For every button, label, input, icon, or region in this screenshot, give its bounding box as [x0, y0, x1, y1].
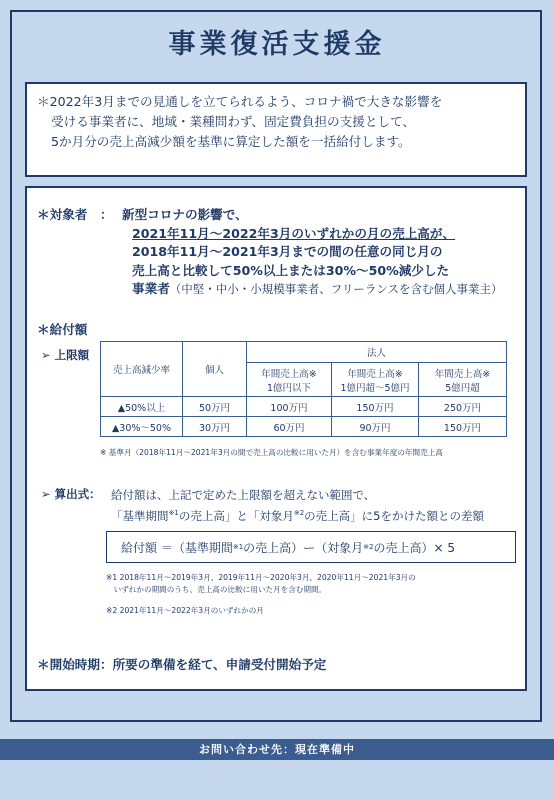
- target-label: ＊対象者 ：: [37, 207, 113, 222]
- target-line: 新型コロナの影響で、: [122, 207, 248, 222]
- cell: 100万円: [247, 397, 332, 417]
- table-row: [101, 417, 507, 437]
- footnote-2: ※2 2021年11月～2022年3月のいずれかの月: [106, 606, 264, 615]
- target-line: 2021年11月～2022年3月のいずれかの月の売上高が、: [132, 225, 456, 241]
- th-corp-3: 年間売上高※ 5億円超: [419, 363, 507, 397]
- cell: 30万円: [183, 417, 247, 437]
- target-line: 2018年11月～2021年3月までの間の任意の同じ月の: [132, 244, 443, 259]
- th-rate: 売上高減少率: [101, 342, 183, 397]
- cell: 50万円: [183, 397, 247, 417]
- table-row: [101, 397, 507, 417]
- cell: 60万円: [247, 417, 332, 437]
- amount-label: ＊給付額: [37, 322, 88, 337]
- target-section: [37, 206, 502, 299]
- intro-box: [25, 82, 527, 177]
- formula-box: 給付額 ＝（基準期間 ※1 の売上高）ー（対象月 ※2 の売上高）× 5: [106, 531, 516, 563]
- intro-line: ＊2022年3月までの見通しを立てられるよう、コロナ禍で大きな影響を: [37, 94, 443, 109]
- calc-line: 給付額は、上記で定めた上限額を超えない範囲で、: [111, 488, 376, 502]
- calc-text: [111, 486, 484, 525]
- main-box: [25, 186, 527, 691]
- intro-line: 5か月分の売上高減少額を基準に算定した額を一括給付します。: [51, 134, 411, 149]
- table-note: ※ 基準月（2018年11月～2021年3月の間で売上高の比較に用いた月）を含む事業年度の年間売上高: [100, 448, 443, 457]
- calc-line: 「基準期間$^{※1}$の売上高」と「対象月$^{※2}$の売上高」に5をかけた額との差額: [111, 508, 484, 523]
- th-individual: 個人: [183, 342, 247, 397]
- th-corp-2: 年間売上高※ 1億円超～5億円: [332, 363, 419, 397]
- start-section: ＊開始時期：所要の準備を経て、申請受付開始予定: [37, 657, 327, 672]
- limit-label: ➢ 上限額: [41, 348, 90, 362]
- th-corp-1: 年間売上高※ 1億円以下: [247, 363, 332, 397]
- intro-line: 受ける事業者に、地域・業種問わず、固定費負担の支援として、: [51, 114, 415, 129]
- calc-label: ➢ 算出式：: [41, 487, 101, 501]
- contact-footer: お問い合わせ先：現在準備中: [0, 739, 554, 760]
- limit-table: [100, 341, 507, 437]
- target-line: 売上高と比較して50%以上または30%～50%減少した: [132, 262, 450, 278]
- cell: 250万円: [419, 397, 507, 417]
- cell: ▲50%以上: [101, 397, 183, 417]
- cell: 150万円: [419, 417, 507, 437]
- cell: 90万円: [332, 417, 419, 437]
- cell: ▲30%～50%: [101, 417, 183, 437]
- target-sub: （中堅・中小・小規模事業者、フリーランスを含む個人事業主）: [169, 282, 503, 296]
- footnote-1: ※1 2018年11月～2019年3月、2019年11月～2020年3月、2020年11月～2021年3月の いずれかの期間のうち、売上高の比較に用いた月を含む期間。: [106, 573, 416, 594]
- page-title: 事業復活支援金: [168, 29, 386, 60]
- th-corp: 法人: [247, 342, 507, 363]
- cell: 150万円: [332, 397, 419, 417]
- target-line: 事業者: [132, 281, 170, 296]
